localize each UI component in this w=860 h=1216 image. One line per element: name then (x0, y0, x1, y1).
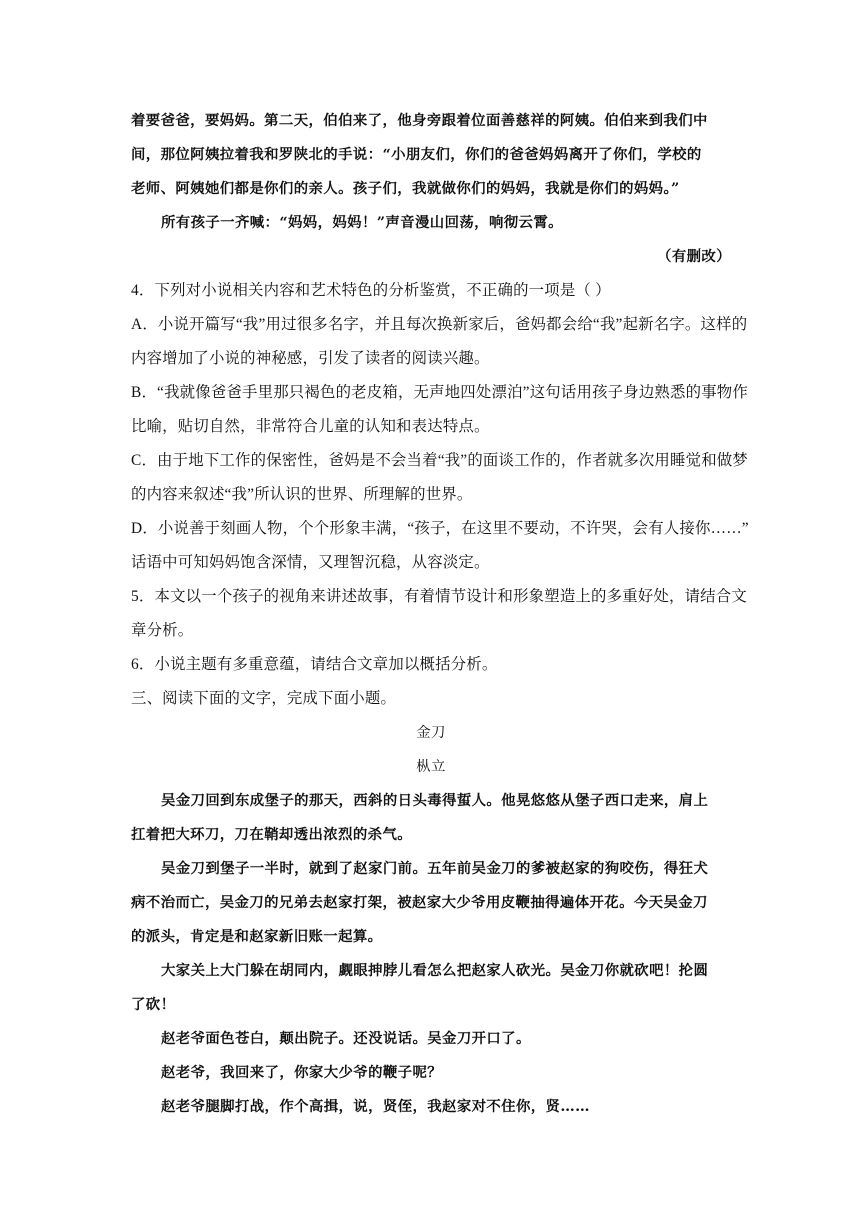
question-5-line: 5．本文以一个孩子的视角来讲述故事，有着情节设计和形象塑造上的多重好处，请结合文 (131, 588, 747, 605)
story-line: 着要爸爸，要妈妈。第二天，伯伯来了，他身旁跟着位面善慈祥的阿姨。伯伯来到我们中 (131, 112, 708, 129)
story-paragraph-line: 的派头，肯定是和赵家新旧账一起算。 (131, 928, 383, 945)
option-d-line: D．小说善于刻画人物，个个形象丰满，“孩子，在这里不要动，不许哭，会有人接你……” (131, 520, 749, 537)
story-line: 间，那位阿姨拉着我和罗陕北的手说：“小朋友们，你们的爸爸妈妈离开了你们，学校的 (131, 146, 702, 163)
story-author: 枞立 (416, 759, 446, 775)
story-paragraph-line: 了砍！ (131, 996, 176, 1013)
option-a-line: A．小说开篇写“我”用过很多名字，并且每次换新家后，爸妈都会给“我”起新名字。这样的 (131, 316, 748, 333)
story-paragraph-line: 扛着把大环刀，刀在鞘却透出浓烈的杀气。 (131, 826, 413, 843)
source-note: （有删改） (657, 248, 731, 265)
option-c-line: C．由于地下工作的保密性，爸妈是不会当着“我”的面谈工作的，作者就多次用睡觉和做梦 (131, 452, 748, 469)
story-paragraph-line: 病不治而亡，吴金刀的兄弟去赵家打架，被赵家大少爷用皮鞭抽得遍体开花。今天吴金刀 (131, 894, 708, 911)
story-line: 老师、阿姨她们都是你们的亲人。孩子们，我就做你们的妈妈，我就是你们的妈妈。” (131, 180, 680, 197)
question-4-stem: 4．下列对小说相关内容和艺术特色的分析鉴赏，不正确的一项是（ ） (131, 282, 611, 299)
story-paragraph-line: 赵老爷，我回来了，你家大少爷的鞭子呢？ (161, 1064, 443, 1081)
story-paragraph-line: 吴金刀回到东成堡子的那天，西斜的日头毒得蜇人。他晃悠悠从堡子西口走来，肩上 (161, 792, 709, 809)
question-5-line: 章分析。 (131, 622, 194, 639)
option-c-line: 的内容来叙述“我”所认识的世界、所理解的世界。 (131, 486, 473, 503)
section-heading: 三、阅读下面的文字，完成下面小题。 (131, 690, 397, 707)
option-a-line: 内容增加了小说的神秘感，引发了读者的阅读兴趣。 (131, 350, 490, 367)
story-title: 金刀 (416, 725, 446, 741)
question-6: 6．小说主题有多重意蕴，请结合文章加以概括分析。 (131, 656, 498, 673)
story-paragraph-line: 吴金刀到堡子一半时，就到了赵家门前。五年前吴金刀的爹被赵家的狗咬伤，得狂犬 (161, 860, 709, 877)
option-b-line: B．“我就像爸爸手里那只褐色的老皮箱，无声地四处漂泊”这句话用孩子身边熟悉的事物作 (131, 384, 748, 401)
option-d-line: 话语中可知妈妈饱含深情，又理智沉稳，从容淡定。 (131, 554, 490, 571)
story-paragraph-line: 赵老爷面色苍白，颠出院子。还没说话。吴金刀开口了。 (161, 1030, 531, 1047)
option-b-line: 比喻，贴切自然，非常符合儿童的认知和表达特点。 (131, 418, 490, 435)
story-line: 所有孩子一齐喊：“妈妈，妈妈！”声音漫山回荡，响彻云霄。 (161, 214, 563, 231)
story-paragraph-line: 大家关上大门躲在胡同内，觑眼抻脖儿看怎么把赵家人砍光。吴金刀你就砍吧！抡圆 (161, 962, 709, 979)
story-paragraph-line: 赵老爷腿脚打战，作个高揖，说，贤侄，我赵家对不住你，贤…… (161, 1098, 590, 1115)
